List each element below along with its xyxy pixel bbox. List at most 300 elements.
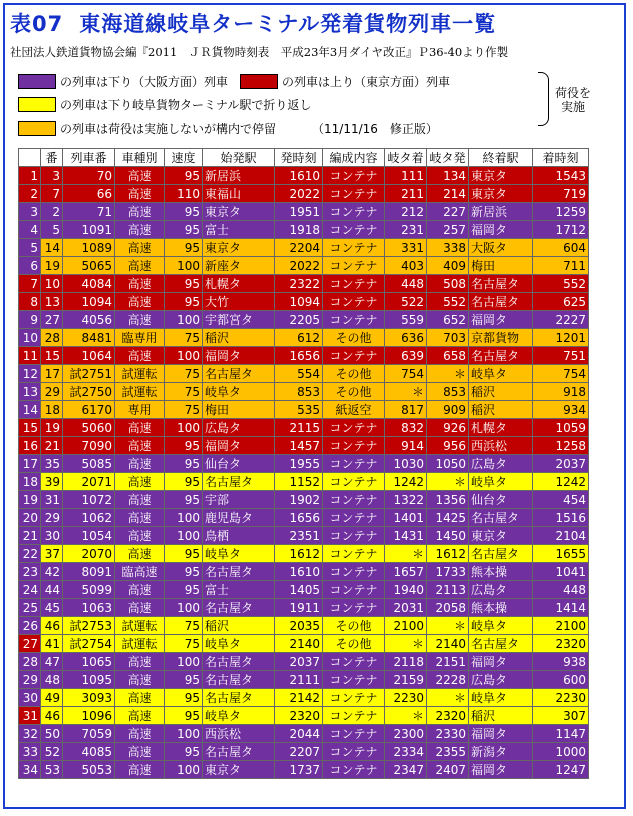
cell-dep: 2322 (275, 275, 323, 293)
cell-arr: 211 (385, 185, 427, 203)
cell-cont: 紙返空 (323, 401, 385, 419)
cell-speed: 100 (165, 311, 203, 329)
cell-dep: 2044 (275, 725, 323, 743)
cell-to: 広島タ (469, 671, 533, 689)
cell-from: 岐阜タ (203, 383, 275, 401)
cell-from: 名古屋タ (203, 365, 275, 383)
cell-at: 754 (533, 365, 589, 383)
cell-at: 454 (533, 491, 589, 509)
cell-train: 1065 (63, 653, 115, 671)
cell-lv: 703 (427, 329, 469, 347)
cell-lv: 2058 (427, 599, 469, 617)
cell-speed: 100 (165, 725, 203, 743)
cell-arr: 1431 (385, 527, 427, 545)
cell-train: 5053 (63, 761, 115, 779)
column-header: 着時刻 (533, 149, 589, 167)
cell-no: 14 (41, 239, 63, 257)
source-note: 社団法人鉄道貨物協会編『2011 ＪＲ貨物時刻表 平成23年3月ダイヤ改正』Ｐ36-40より作製 (10, 45, 509, 59)
cell-speed: 95 (165, 167, 203, 185)
cell-dep: 2035 (275, 617, 323, 635)
orange-swatch (18, 121, 56, 136)
table-row (19, 419, 589, 437)
cell-speed: 95 (165, 707, 203, 725)
cell-cont: コンテナ (323, 275, 385, 293)
cell-type: 高速 (115, 455, 165, 473)
cell-train: 1072 (63, 491, 115, 509)
cell-lv: 1050 (427, 455, 469, 473)
cell-speed: 95 (165, 689, 203, 707)
table-number: 表07 (10, 12, 64, 36)
table-row (19, 491, 589, 509)
cell-at: 552 (533, 275, 589, 293)
cell-no: 37 (41, 545, 63, 563)
cell-from: 梅田 (203, 401, 275, 419)
cell-to: 熊本操 (469, 563, 533, 581)
cell-i: 8 (19, 293, 41, 311)
cell-arr: 2230 (385, 689, 427, 707)
cell-lv: ＊ (427, 365, 469, 383)
cell-to: 稲沢 (469, 707, 533, 725)
cell-lv: 1356 (427, 491, 469, 509)
cell-from: 名古屋タ (203, 743, 275, 761)
cell-dep: 2022 (275, 185, 323, 203)
cell-speed: 95 (165, 491, 203, 509)
cell-i: 26 (19, 617, 41, 635)
cell-type: 高速 (115, 311, 165, 329)
cell-at: 751 (533, 347, 589, 365)
cell-to: 岐阜タ (469, 617, 533, 635)
cell-from: 鹿児島タ (203, 509, 275, 527)
cell-speed: 75 (165, 617, 203, 635)
cell-to: 東京タ (469, 185, 533, 203)
cell-from: 稲沢 (203, 617, 275, 635)
cell-cont: コンテナ (323, 257, 385, 275)
cell-i: 23 (19, 563, 41, 581)
table-body (19, 167, 589, 779)
cell-dep: 1152 (275, 473, 323, 491)
cell-i: 22 (19, 545, 41, 563)
cell-lv: 257 (427, 221, 469, 239)
cell-lv: 956 (427, 437, 469, 455)
cell-type: 高速 (115, 203, 165, 221)
legend-row-2 (18, 95, 323, 113)
cell-from: 名古屋タ (203, 671, 275, 689)
cell-to: 岐阜タ (469, 473, 533, 491)
column-header: 岐タ発 (427, 149, 469, 167)
cell-train: 5065 (63, 257, 115, 275)
cell-no: 46 (41, 617, 63, 635)
cell-at: 2104 (533, 527, 589, 545)
cell-no: 3 (41, 167, 63, 185)
cell-at: 1201 (533, 329, 589, 347)
cell-to: 福岡タ (469, 761, 533, 779)
cell-speed: 95 (165, 239, 203, 257)
cell-train: 5060 (63, 419, 115, 437)
cell-at: 2320 (533, 635, 589, 653)
cell-i: 27 (19, 635, 41, 653)
table-row (19, 689, 589, 707)
cell-lv: ＊ (427, 689, 469, 707)
cell-at: 1543 (533, 167, 589, 185)
cell-cont: コンテナ (323, 311, 385, 329)
cell-to: 福岡タ (469, 311, 533, 329)
cell-arr: 832 (385, 419, 427, 437)
cell-train: 7059 (63, 725, 115, 743)
cell-no: 10 (41, 275, 63, 293)
cell-arr: ＊ (385, 545, 427, 563)
cell-i: 1 (19, 167, 41, 185)
cell-train: 1089 (63, 239, 115, 257)
table-row (19, 599, 589, 617)
cell-from: 東京タ (203, 239, 275, 257)
cell-train: 1096 (63, 707, 115, 725)
cell-at: 711 (533, 257, 589, 275)
table-row (19, 383, 589, 401)
table-row (19, 401, 589, 419)
cell-train: 4085 (63, 743, 115, 761)
page-title (10, 8, 496, 38)
cell-i: 4 (19, 221, 41, 239)
cell-i: 7 (19, 275, 41, 293)
cell-dep: 554 (275, 365, 323, 383)
cell-to: 札幌タ (469, 419, 533, 437)
cell-lv: ＊ (427, 617, 469, 635)
column-header: 終着駅 (469, 149, 533, 167)
cell-arr: 2100 (385, 617, 427, 635)
cell-no: 39 (41, 473, 63, 491)
legend-yellow-text: の列車は下り岐阜貨物ターミナル駅で折り返し (60, 97, 312, 112)
cell-no: 44 (41, 581, 63, 599)
cell-no: 48 (41, 671, 63, 689)
cell-type: 試運転 (115, 617, 165, 635)
table-row (19, 221, 589, 239)
legend-purple-text: の列車は下り（大阪方面）列車 (60, 74, 229, 89)
cell-lv: 658 (427, 347, 469, 365)
cell-lv: 652 (427, 311, 469, 329)
cell-at: 1414 (533, 599, 589, 617)
cell-train: 1095 (63, 671, 115, 689)
cell-i: 5 (19, 239, 41, 257)
cell-no: 35 (41, 455, 63, 473)
cell-cont: コンテナ (323, 293, 385, 311)
cell-no: 28 (41, 329, 63, 347)
cell-dep: 2140 (275, 635, 323, 653)
cell-lv: 552 (427, 293, 469, 311)
cell-type: 高速 (115, 257, 165, 275)
cell-to: 名古屋タ (469, 347, 533, 365)
cell-from: 広島タ (203, 419, 275, 437)
cell-cont: コンテナ (323, 545, 385, 563)
cell-cont: その他 (323, 617, 385, 635)
cell-type: 高速 (115, 437, 165, 455)
cell-lv: 853 (427, 383, 469, 401)
cell-type: 専用 (115, 401, 165, 419)
cell-dep: 535 (275, 401, 323, 419)
cell-to: 梅田 (469, 257, 533, 275)
cell-arr: 212 (385, 203, 427, 221)
cell-dep: 2111 (275, 671, 323, 689)
cell-at: 1059 (533, 419, 589, 437)
cell-to: 熊本操 (469, 599, 533, 617)
cell-arr: 2334 (385, 743, 427, 761)
cell-at: 1655 (533, 545, 589, 563)
cell-train: 試2750 (63, 383, 115, 401)
cell-lv: 2355 (427, 743, 469, 761)
cell-i: 24 (19, 581, 41, 599)
cell-cont: コンテナ (323, 527, 385, 545)
header-index (19, 149, 41, 167)
cell-dep: 1457 (275, 437, 323, 455)
cell-type: 高速 (115, 509, 165, 527)
cell-type: 高速 (115, 491, 165, 509)
cell-cont: その他 (323, 635, 385, 653)
table-row (19, 455, 589, 473)
cell-speed: 95 (165, 473, 203, 491)
table-row (19, 437, 589, 455)
cell-train: 70 (63, 167, 115, 185)
cell-speed: 100 (165, 257, 203, 275)
cell-arr: 1322 (385, 491, 427, 509)
revision-date: （11/11/16 修正版） (312, 121, 438, 136)
cell-no: 30 (41, 527, 63, 545)
cell-to: 名古屋タ (469, 509, 533, 527)
legend-orange-text: の列車は荷役は実施しないが構内で停留 (60, 121, 277, 136)
cell-train: 7090 (63, 437, 115, 455)
cell-arr: 1940 (385, 581, 427, 599)
table-row (19, 257, 589, 275)
cell-no: 49 (41, 689, 63, 707)
cell-speed: 75 (165, 383, 203, 401)
table-row (19, 311, 589, 329)
cell-train: 8481 (63, 329, 115, 347)
cell-to: 岐阜タ (469, 365, 533, 383)
cell-train: 4056 (63, 311, 115, 329)
cell-to: 名古屋タ (469, 275, 533, 293)
legend-row-1 (18, 72, 462, 90)
cell-to: 稲沢 (469, 383, 533, 401)
cell-type: 高速 (115, 725, 165, 743)
cell-type: 高速 (115, 599, 165, 617)
table-row (19, 275, 589, 293)
cell-at: 938 (533, 653, 589, 671)
cell-train: 66 (63, 185, 115, 203)
cell-i: 10 (19, 329, 41, 347)
cell-from: 岐阜タ (203, 707, 275, 725)
cell-cont: コンテナ (323, 419, 385, 437)
cell-arr: 1401 (385, 509, 427, 527)
cell-no: 41 (41, 635, 63, 653)
cell-i: 21 (19, 527, 41, 545)
cell-arr: 403 (385, 257, 427, 275)
cell-lv: 338 (427, 239, 469, 257)
cell-at: 448 (533, 581, 589, 599)
cell-type: 臨専用 (115, 329, 165, 347)
cell-train: 4084 (63, 275, 115, 293)
cell-arr: 331 (385, 239, 427, 257)
cell-arr: 448 (385, 275, 427, 293)
table-row (19, 761, 589, 779)
cell-from: 名古屋タ (203, 689, 275, 707)
cell-i: 17 (19, 455, 41, 473)
cell-speed: 95 (165, 203, 203, 221)
cell-dep: 2320 (275, 707, 323, 725)
cell-from: 岐阜タ (203, 545, 275, 563)
cell-to: 東京タ (469, 167, 533, 185)
cell-train: 8091 (63, 563, 115, 581)
cell-cont: コンテナ (323, 581, 385, 599)
cell-type: 高速 (115, 761, 165, 779)
cell-arr: 522 (385, 293, 427, 311)
cell-arr: 2300 (385, 725, 427, 743)
cell-no: 5 (41, 221, 63, 239)
cell-arr: 639 (385, 347, 427, 365)
cell-dep: 1405 (275, 581, 323, 599)
cell-arr: 1657 (385, 563, 427, 581)
cell-at: 2230 (533, 689, 589, 707)
cell-arr: 817 (385, 401, 427, 419)
cell-train: 71 (63, 203, 115, 221)
cell-to: 名古屋タ (469, 293, 533, 311)
cell-to: 福岡タ (469, 653, 533, 671)
cell-dep: 2205 (275, 311, 323, 329)
table-row (19, 527, 589, 545)
cell-cont: コンテナ (323, 761, 385, 779)
cell-from: 東京タ (203, 203, 275, 221)
cell-type: 高速 (115, 671, 165, 689)
cell-i: 2 (19, 185, 41, 203)
cell-lv: 1733 (427, 563, 469, 581)
cell-at: 719 (533, 185, 589, 203)
cell-dep: 2204 (275, 239, 323, 257)
cell-cont: その他 (323, 365, 385, 383)
cell-type: 臨高速 (115, 563, 165, 581)
cell-lv: 1450 (427, 527, 469, 545)
cell-train: 1054 (63, 527, 115, 545)
table-row (19, 473, 589, 491)
cell-no: 52 (41, 743, 63, 761)
cell-dep: 1737 (275, 761, 323, 779)
table-row (19, 329, 589, 347)
cell-lv: 2407 (427, 761, 469, 779)
column-header: 列車番 (63, 149, 115, 167)
cell-speed: 95 (165, 671, 203, 689)
table-row (19, 563, 589, 581)
cell-arr: 231 (385, 221, 427, 239)
cell-i: 31 (19, 707, 41, 725)
cell-no: 29 (41, 383, 63, 401)
cell-arr: 2347 (385, 761, 427, 779)
red-swatch (240, 74, 278, 89)
cell-at: 1259 (533, 203, 589, 221)
freight-train-table (18, 148, 589, 779)
cell-i: 30 (19, 689, 41, 707)
cell-to: 大阪タ (469, 239, 533, 257)
cell-type: 高速 (115, 527, 165, 545)
column-header: 岐タ着 (385, 149, 427, 167)
table-row (19, 671, 589, 689)
cell-dep: 1610 (275, 167, 323, 185)
cell-from: 名古屋タ (203, 653, 275, 671)
cell-arr: ＊ (385, 383, 427, 401)
column-header: 速度 (165, 149, 203, 167)
cell-lv: 214 (427, 185, 469, 203)
cell-from: 新居浜 (203, 167, 275, 185)
cell-at: 307 (533, 707, 589, 725)
cell-arr: 1030 (385, 455, 427, 473)
cell-from: 東福山 (203, 185, 275, 203)
cell-train: 2070 (63, 545, 115, 563)
cell-type: 高速 (115, 743, 165, 761)
cell-cont: コンテナ (323, 455, 385, 473)
cell-train: 2071 (63, 473, 115, 491)
table-row (19, 365, 589, 383)
cell-speed: 100 (165, 599, 203, 617)
cell-type: 高速 (115, 185, 165, 203)
cell-to: 東京タ (469, 527, 533, 545)
cell-no: 19 (41, 257, 63, 275)
cell-at: 1041 (533, 563, 589, 581)
cell-i: 28 (19, 653, 41, 671)
cell-no: 13 (41, 293, 63, 311)
cell-at: 1516 (533, 509, 589, 527)
cell-i: 33 (19, 743, 41, 761)
cell-i: 9 (19, 311, 41, 329)
cell-speed: 100 (165, 527, 203, 545)
cell-from: 稲沢 (203, 329, 275, 347)
cell-dep: 1094 (275, 293, 323, 311)
loading-note-line1: 荷役を (555, 86, 592, 100)
cell-speed: 95 (165, 221, 203, 239)
cell-speed: 95 (165, 293, 203, 311)
cell-from: 東京タ (203, 761, 275, 779)
cell-arr: ＊ (385, 635, 427, 653)
column-header: 番 (41, 149, 63, 167)
cell-speed: 95 (165, 275, 203, 293)
cell-dep: 1902 (275, 491, 323, 509)
cell-dep: 1911 (275, 599, 323, 617)
cell-lv: 926 (427, 419, 469, 437)
cell-i: 20 (19, 509, 41, 527)
cell-speed: 100 (165, 347, 203, 365)
cell-speed: 100 (165, 761, 203, 779)
cell-lv: 409 (427, 257, 469, 275)
cell-i: 25 (19, 599, 41, 617)
cell-speed: 95 (165, 437, 203, 455)
cell-from: 福岡タ (203, 347, 275, 365)
table-row (19, 635, 589, 653)
table-row (19, 239, 589, 257)
cell-to: 広島タ (469, 455, 533, 473)
cell-speed: 75 (165, 329, 203, 347)
cell-speed: 75 (165, 635, 203, 653)
cell-type: 高速 (115, 239, 165, 257)
loading-note (555, 86, 591, 114)
cell-cont: コンテナ (323, 563, 385, 581)
cell-from: 鳥栖 (203, 527, 275, 545)
cell-from: 名古屋タ (203, 563, 275, 581)
cell-cont: コンテナ (323, 437, 385, 455)
cell-lv: 2151 (427, 653, 469, 671)
cell-lv: 2228 (427, 671, 469, 689)
cell-i: 15 (19, 419, 41, 437)
cell-lv: 2140 (427, 635, 469, 653)
cell-type: 試運転 (115, 365, 165, 383)
cell-from: 札幌タ (203, 275, 275, 293)
cell-dep: 612 (275, 329, 323, 347)
cell-to: 岐阜タ (469, 689, 533, 707)
cell-dep: 2351 (275, 527, 323, 545)
cell-to: 福岡タ (469, 221, 533, 239)
